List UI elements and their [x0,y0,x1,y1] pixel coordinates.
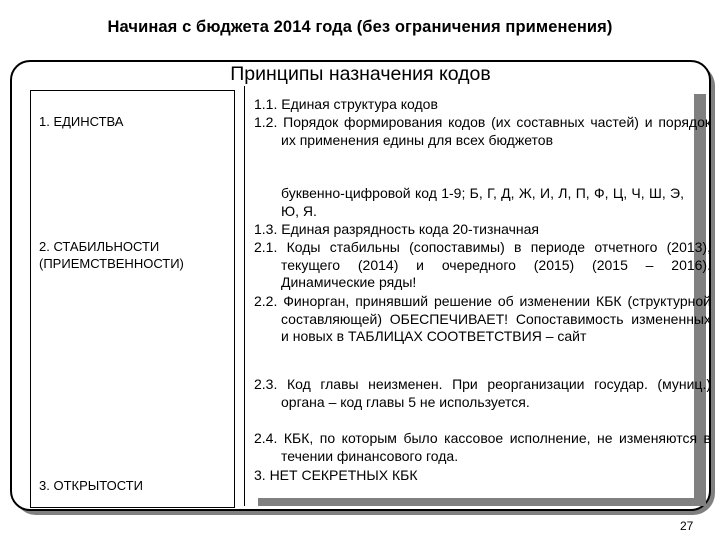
principle-unity: 1. ЕДИНСТВА [39,114,124,129]
para-2-1: 2.1. Коды стабильны (сопоставимы) в периоде отчетного (2013), текущего (2014) и очередного (2015) (2015 – 2016). Динамические ряды! [254,239,711,291]
principle-stability [39,238,184,272]
principle-stability-line2: (ПРИЕМСТВЕННОСТИ) [39,256,184,271]
principle-openness: 3. ОТКРЫТОСТИ [39,478,143,493]
slide-title: Начиная с бюджета 2014 года (без ограничения применения) [107,18,613,36]
para-2-2: 2.2. Финорган, принявший решение об изменении КБК (структурной составляющей) ОБЕСПЕЧИВАЕТ! Сопоставимость измененных и новых в ТАБЛИЦАХ СООТВЕТСТВИЯ – сайт [254,293,711,345]
column-divider [244,86,245,506]
principles-list [30,90,235,508]
para-alphanumeric: буквенно-цифровой код 1-9; Б, Г, Д, Ж, И, Л, П, Ф, Ц, Ч, Ш, Э, Ю, Я. [281,185,684,219]
page-number: 27 [680,519,694,533]
para-1-1: 1.1. Единая структура кодов [254,96,438,112]
para-2-3: 2.3. Код главы неизменен. При реорганизации государ. (муниц.) органа – код главы 5 не используется. [254,376,711,410]
para-1-3: 1.3. Единая разрядность кода 20-тизначная [254,221,539,237]
content-box [246,86,711,498]
para-2-4: 2.4. КБК, по которым было кассовое исполнение, не изменяются в течении финансового года. [254,430,711,464]
para-1-2: 1.2. Порядок формирования кодов (их составных частей) и порядок их применения едины для всех бюджетов [254,114,711,148]
principle-stability-line1: 2. СТАБИЛЬНОСТИ [39,239,160,254]
frame-title: Принципы назначения кодов [230,63,491,85]
para-3: 3. НЕТ СЕКРЕТНЫХ КБК [254,467,418,483]
